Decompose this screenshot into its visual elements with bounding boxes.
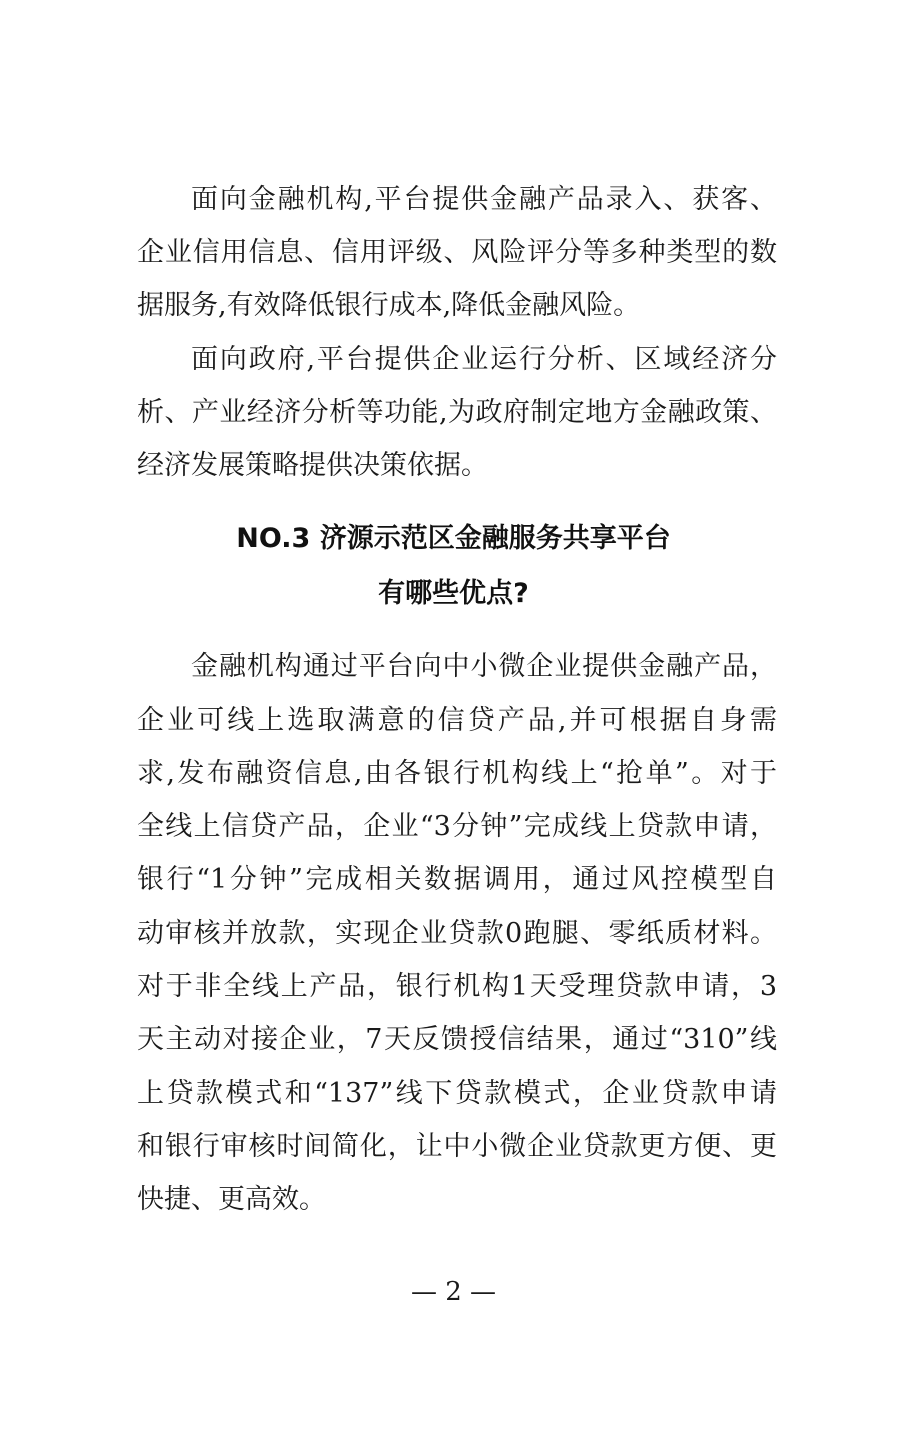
paragraph-3-line-3: 求,发布融资信息,由各银行机构线上“抢单”。对于 (137, 758, 777, 789)
paragraph-1-line-3: 据服务,有效降低银行成本,降低金融风险。 (137, 290, 641, 321)
paragraph-2-line-2: 析、产业经济分析等功能,为政府制定地方金融政策、 (137, 397, 777, 428)
paragraph-3-line-7: 对于非全线上产品，银行机构1天受理贷款申请，3 (137, 971, 777, 1002)
paragraph-1-line-1: 面向金融机构,平台提供金融产品录入、获客、 (191, 184, 777, 215)
paragraph-3-line-9: 上贷款模式和“137”线下贷款模式，企业贷款申请 (137, 1078, 777, 1109)
paragraph-3-line-11: 快捷、更高效。 (137, 1184, 326, 1215)
paragraph-3-line-2: 企业可线上选取满意的信贷产品,并可根据自身需 (137, 705, 777, 736)
page-number: — 2 — (410, 1277, 497, 1307)
paragraph-3-line-1: 金融机构通过平台向中小微企业提供金融产品， (191, 651, 777, 682)
paragraph-3-line-4: 全线上信贷产品，企业“3分钟”完成线上贷款申请， (137, 811, 777, 842)
paragraph-2-line-3: 经济发展策略提供决策依据。 (137, 450, 488, 481)
paragraph-3-line-5: 银行“1分钟”完成相关数据调用，通过风控模型自 (137, 864, 777, 895)
paragraph-3-line-8: 天主动对接企业，7天反馈授信结果，通过“310”线 (137, 1024, 777, 1055)
section-heading-line-1: NO.3 济源示范区金融服务共享平台 (236, 523, 671, 554)
paragraph-3-line-6: 动审核并放款，实现企业贷款0跑腿、零纸质材料。 (137, 918, 777, 949)
paragraph-1-line-2: 企业信用信息、信用评级、风险评分等多种类型的数 (137, 237, 777, 268)
paragraph-2-line-1: 面向政府,平台提供企业运行分析、区域经济分 (191, 344, 777, 375)
paragraph-3-line-10: 和银行审核时间简化，让中小微企业贷款更方便、更 (137, 1131, 777, 1162)
section-heading-line-2: 有哪些优点? (378, 578, 529, 609)
